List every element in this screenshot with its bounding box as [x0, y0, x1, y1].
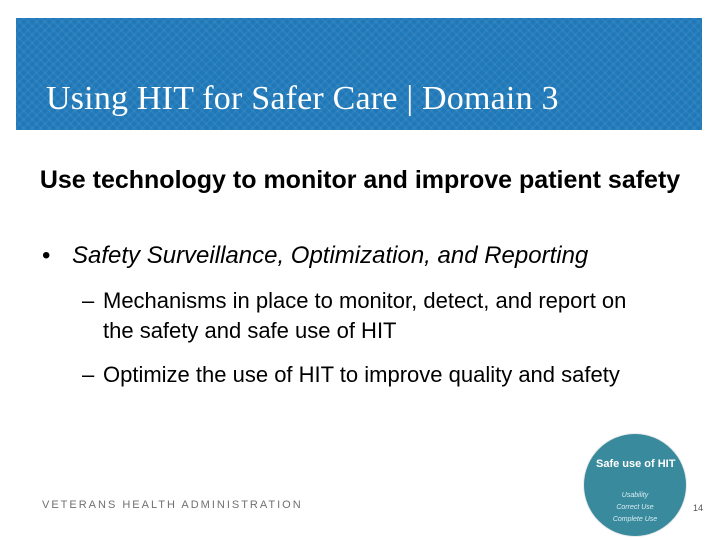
slide-heading: Use technology to monitor and improve patient safety: [39, 166, 681, 194]
sub-bullet-text: Optimize the use of HIT to improve quality and safety: [103, 362, 620, 387]
badge-line: Correct Use: [616, 504, 654, 511]
sub-bullet-item: [82, 360, 652, 390]
dash-icon: –: [82, 362, 95, 387]
bullet-icon: •: [42, 242, 51, 269]
badge-title: Safe use of HIT: [596, 458, 676, 470]
sub-bullet-item: [82, 286, 652, 346]
footer-organization: VETERANS HEALTH ADMINISTRATION: [42, 499, 303, 511]
badge-line: Complete Use: [612, 516, 658, 523]
bullet-item: [42, 242, 588, 270]
slide-title: Using HIT for Safer Care | Domain 3: [46, 80, 559, 117]
title-banner: [16, 18, 702, 130]
bullet-text: Safety Surveillance, Optimization, and Reporting: [72, 242, 589, 269]
safe-use-badge: [584, 434, 686, 536]
dash-icon: –: [82, 288, 95, 313]
page-number: 14: [693, 503, 704, 513]
badge-line: Usability: [621, 492, 649, 499]
sub-bullet-text: Mechanisms in place to monitor, detect, and report on the safety and safe use of HIT: [103, 288, 627, 343]
